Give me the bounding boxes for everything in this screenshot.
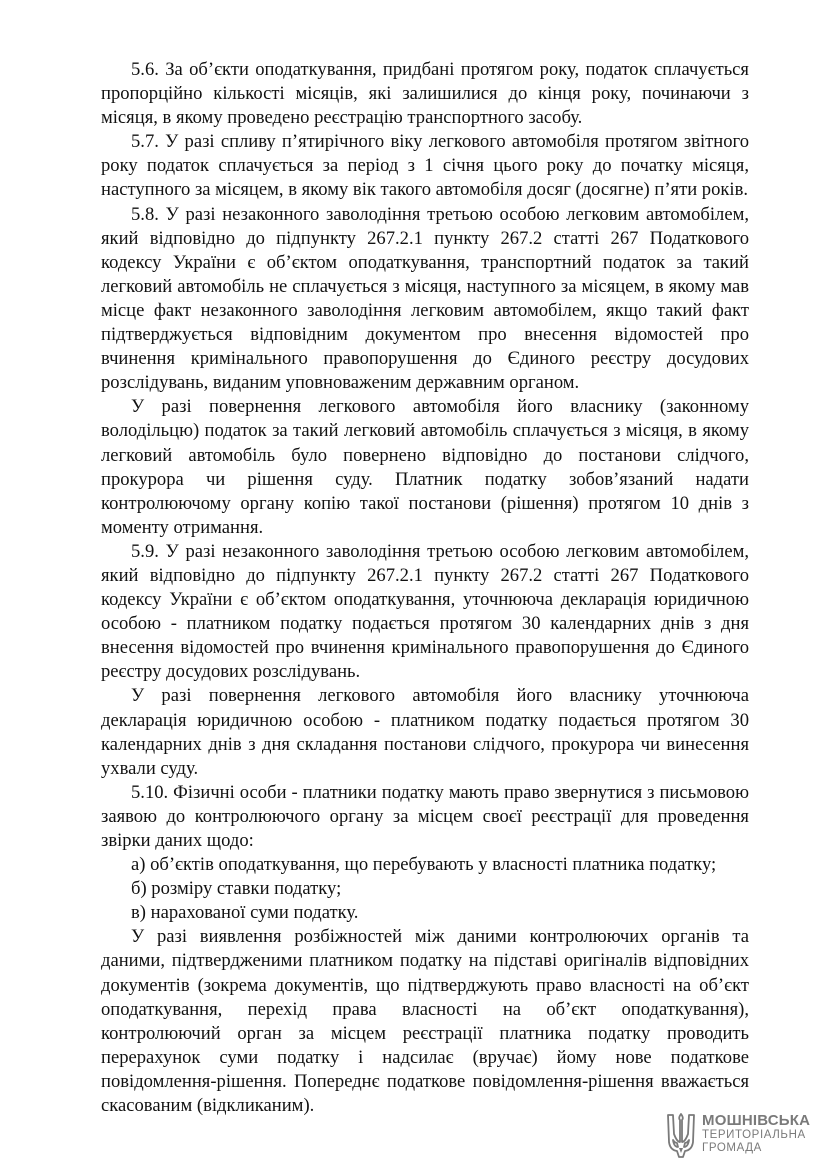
paragraph-5-9: 5.9. У разі незаконного заволодіння третьою особою легковим автомобілем, який відповідно до підпункту 267.2.1 пункту 267.2 статті 267 Податкового кодексу України є об’єктом оподаткування, уточнююча декларація юридичною особою - платником податку подається протягом 30 календарних днів з дня внесення відомостей про вчинення кримінального правопорушення до Єдиного реєстру досудових розслідувань.	[101, 540, 749, 683]
paragraph-5-8: 5.8. У разі незаконного заволодіння третьою особою легковим автомобілем, який відповідно до підпункту 267.2.1 пункту 267.2 статті 267 Податкового кодексу України є об’єктом оподаткування, транспортний податок за такий легковий автомобіль не сплачується з місяця, наступного за місяцем, в якому мав місце факт незаконного заволодіння легковим автомобілем, якщо такий факт підтверджується відповідним документом про внесення відомостей про вчинення кримінального правопорушення до Єдиного реєстру досудових розслідувань, виданим уповноваженим державним органом.	[101, 203, 749, 394]
paragraph-5-7: 5.7. У разі спливу п’ятирічного віку легкового автомобіля протягом звітного року податок сплачується за період з 1 січня цього року до початку місяця, наступного за місяцем, в якому вік такого автомобіля досяг (досягне) п’яти років.	[101, 131, 749, 201]
logo-text	[702, 1112, 810, 1155]
list-item-b: б) розміру ставки податку;	[131, 878, 342, 900]
trident-icon	[664, 1112, 698, 1160]
logo-line-1: МОШНІВСЬКА	[702, 1112, 811, 1129]
paragraph-5-9-return: У разі повернення легкового автомобіля його власнику уточнююча декларація юридичною особою - платником податку подається протягом 30 календарних днів з дня складання постанови слідчого, прокурора чи винесення ухвали суду.	[101, 685, 749, 779]
list-item-a: а) об’єктів оподаткування, що перебувають у власності платника податку;	[131, 854, 717, 876]
logo-line-3: ГРОМАДА	[702, 1142, 762, 1154]
list-item-c: в) нарахованої суми податку.	[131, 902, 359, 924]
logo-line-2: ТЕРИТОРІАЛЬНА	[702, 1129, 806, 1141]
document-body	[101, 58, 749, 1118]
community-logo	[664, 1110, 814, 1162]
paragraph-5-10-discrepancy: У разі виявлення розбіжностей між даними контролюючих органів та даними, підтвердженими платником податку на підставі оригіналів відповідних документів (зокрема документів, що підтверджують право власності на об’єкт оподаткування, перехід права власності на об’єкт оподаткування), контролюючий орган за місцем реєстрації платника податку проводить перерахунок суми податку і надсилає (вручає) йому нове податкове повідомлення-рішення. Попереднє податкове повідомлення-рішення вважається скасованим (відкликаним).	[101, 926, 749, 1117]
paragraph-5-10: 5.10. Фізичні особи - платники податку мають право звернутися з письмовою заявою до контролюючого органу за місцем своєї реєстрації для проведення звірки даних щодо:	[101, 781, 749, 851]
paragraph-5-8-return: У разі повернення легкового автомобіля його власнику (законному володільцю) податок за такий легковий автомобіль сплачується з місяця, в якому легковий автомобіль було повернено відповідно до постанови слідчого, прокурора чи рішення суду. Платник податку зобов’язаний надати контролюючому органу копію такої постанови (рішення) протягом 10 днів з моменту отримання.	[101, 396, 749, 538]
paragraph-5-6: 5.6. За об’єкти оподаткування, придбані протягом року, податок сплачується пропорційно кількості місяців, які залишилися до кінця року, починаючи з місяця, в якому проведено реєстрацію транспортного засобу.	[101, 59, 749, 129]
